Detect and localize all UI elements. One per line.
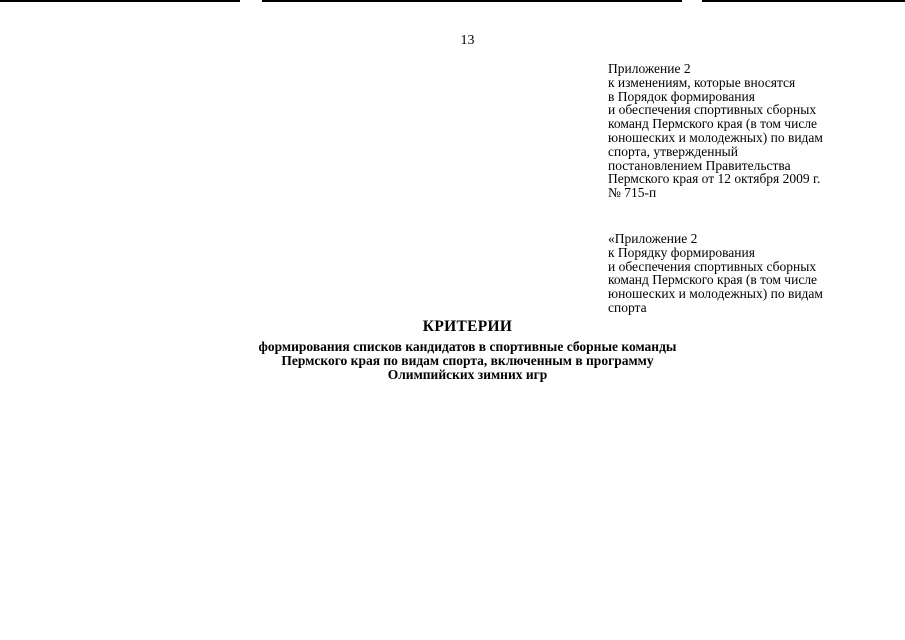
annex-line: команд Пермского края (в том числе xyxy=(608,116,818,132)
annex-line: «Приложение 2 xyxy=(608,231,698,246)
criteria-title: КРИТЕРИИ xyxy=(422,318,513,335)
subtitle-line: формирования списков кандидатов в спортивные сборные команды xyxy=(258,339,677,354)
annex-line: к Порядку формирования xyxy=(608,244,755,260)
page-number: 13 xyxy=(460,33,475,48)
annex-line: и обеспечения спортивных сборных xyxy=(608,102,817,118)
annex-line: спорта xyxy=(608,299,647,315)
annex-line: к изменениям, которые вносятся xyxy=(608,74,796,90)
annex-amendments-heading xyxy=(608,62,898,200)
annex-line: Пермского края от 12 октября 2009 г. xyxy=(608,171,821,187)
annex-procedure-heading xyxy=(608,232,898,315)
annex-line: № 715-п xyxy=(608,185,657,201)
scan-edge-line xyxy=(262,0,682,2)
scan-edge-line xyxy=(0,0,240,2)
annex-line: команд Пермского края (в том числе xyxy=(608,272,818,288)
annex-line: спорта, утвержденный xyxy=(608,143,738,159)
annex-line: юношеских и молодежных) по видам xyxy=(608,129,823,145)
subtitle-line: Пермского края по видам спорта, включенным в программу xyxy=(281,353,654,368)
annex-line: Приложение 2 xyxy=(608,61,691,76)
scan-edge-line xyxy=(702,0,905,2)
annex-line: юношеских и молодежных) по видам xyxy=(608,286,823,302)
criteria-subtitle xyxy=(0,340,905,382)
annex-line: и обеспечения спортивных сборных xyxy=(608,258,817,274)
subtitle-line: Олимпийских зимних игр xyxy=(387,367,548,382)
annex-line: в Порядок формирования xyxy=(608,88,755,104)
annex-line: постановлением Правительства xyxy=(608,157,791,173)
